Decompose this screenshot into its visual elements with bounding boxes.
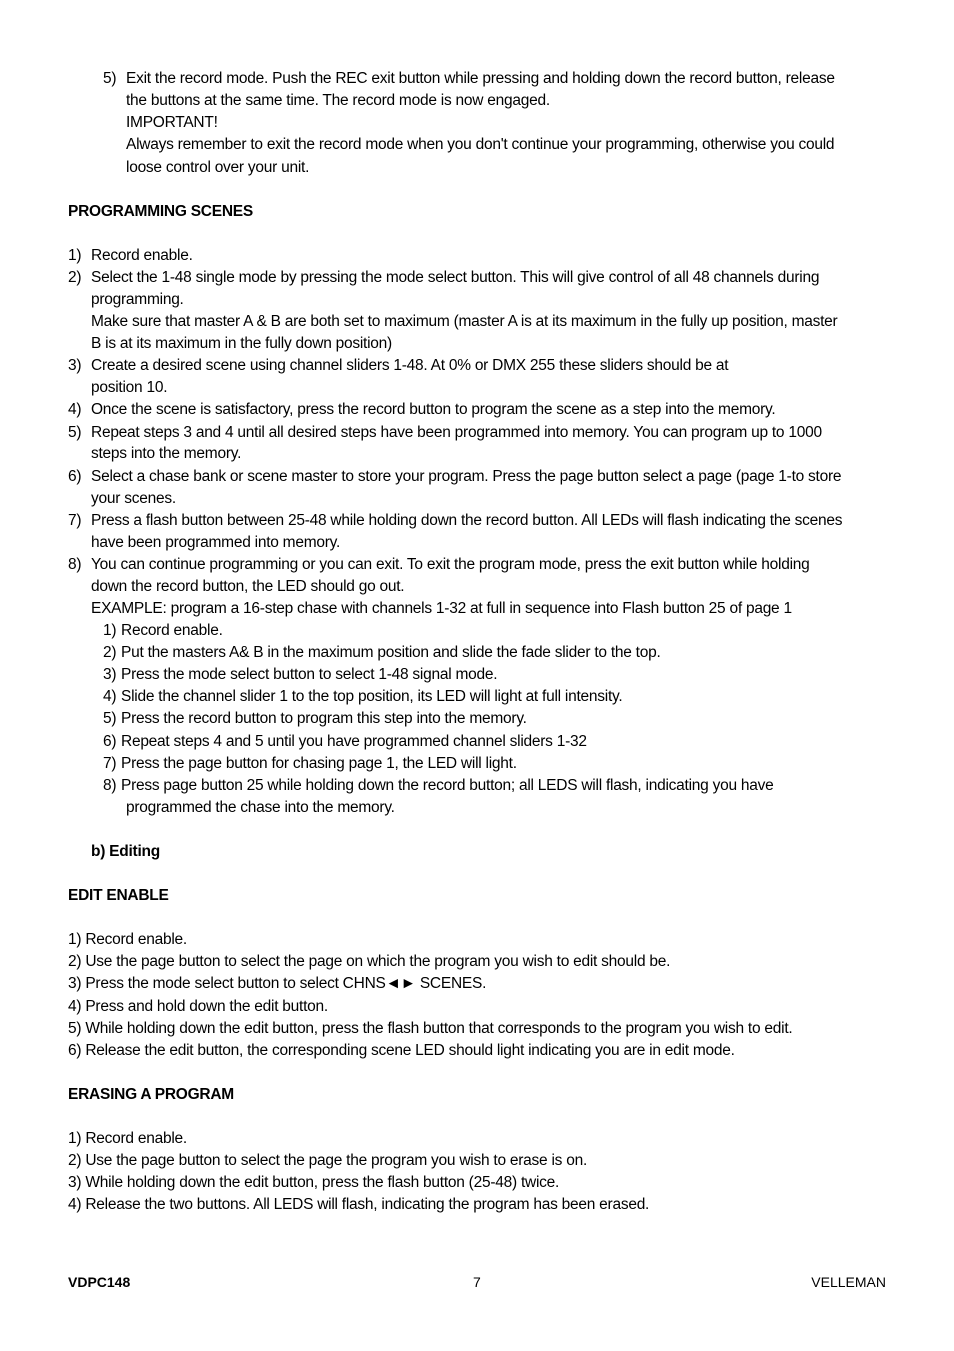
example-step-number: 4): [103, 688, 117, 705]
step-number: 5): [68, 424, 82, 441]
step-text-line: Press a flash button between 25-48 while holding down the record button. All LEDs will flash indicating the scenes: [91, 512, 843, 529]
step-number: 1): [68, 247, 82, 264]
list-item: 3) Press the mode select button to select CHNS◄► SCENES.: [68, 975, 487, 992]
list-item: 1) Record enable.: [68, 1130, 187, 1147]
footer-brand: VELLEMAN: [811, 1274, 886, 1290]
example-step-text: Press the record button to program this step into the memory.: [121, 710, 527, 727]
step-text-line: Select a chase bank or scene master to store your program. Press the page button select a page (page 1-to store: [91, 468, 842, 485]
step-number: 3): [68, 357, 82, 374]
list-item: 1) Record enable.: [68, 931, 187, 948]
step-text-line: B is at its maximum in the fully down position): [91, 335, 392, 352]
section-heading-programming-scenes: PROGRAMMING SCENES: [68, 203, 253, 220]
example-step-number: 5): [103, 710, 117, 727]
list-item: 6) Release the edit button, the corresponding scene LED should light indicating you are in edit mode.: [68, 1042, 735, 1059]
footer-model: VDPC148: [68, 1274, 131, 1290]
example-step-text: Record enable.: [121, 622, 223, 639]
example-step-text: Slide the channel slider 1 to the top position, its LED will light at full intensity.: [121, 688, 623, 705]
step-text-line: programming.: [91, 291, 184, 308]
list-item: 5) While holding down the edit button, press the flash button that corresponds to the program you wish to edit.: [68, 1020, 793, 1037]
example-step-number: 1): [103, 622, 117, 639]
important-label: IMPORTANT!: [126, 114, 218, 131]
example-step-number: 3): [103, 666, 117, 683]
step-number: 7): [68, 512, 82, 529]
example-step-text: Press the mode select button to select 1-48 signal mode.: [121, 666, 498, 683]
step-text-line: You can continue programming or you can exit. To exit the program mode, press the exit button while holding: [91, 556, 810, 573]
step-text-line: position 10.: [91, 379, 168, 396]
example-step-number: 6): [103, 733, 117, 750]
step-text-line: Create a desired scene using channel sliders 1-48. At 0% or DMX 255 these sliders should be at: [91, 357, 729, 374]
section-heading-edit-enable: EDIT ENABLE: [68, 887, 169, 904]
step-text-line: Always remember to exit the record mode when you don't continue your programming, otherwise you could: [126, 136, 835, 153]
list-item: 4) Release the two buttons. All LEDS will flash, indicating the program has been erased.: [68, 1196, 650, 1213]
example-intro: EXAMPLE: program a 16-step chase with channels 1-32 at full in sequence into Flash button 25 of page 1: [91, 600, 792, 617]
example-step-text: Repeat steps 4 and 5 until you have programmed channel sliders 1-32: [121, 733, 587, 750]
step-number: 5): [103, 70, 117, 87]
step-number: 2): [68, 269, 82, 286]
step-text-line: down the record button, the LED should go out.: [91, 578, 405, 595]
step-text-line: steps into the memory.: [91, 445, 242, 462]
list-item: 4) Press and hold down the edit button.: [68, 998, 328, 1015]
step-text-line: your scenes.: [91, 490, 176, 507]
step-number: 6): [68, 468, 82, 485]
step-text-line: Once the scene is satisfactory, press the record button to program the scene as a step into the memory.: [91, 401, 776, 418]
step-text-line: the buttons at the same time. The record mode is now engaged.: [126, 92, 550, 109]
example-step-text: Press the page button for chasing page 1, the LED will light.: [121, 755, 517, 772]
step-text-line: Select the 1-48 single mode by pressing the mode select button. This will give control of all 48 channels during: [91, 269, 820, 286]
step-number: 4): [68, 401, 82, 418]
step-text-line: loose control over your unit.: [126, 159, 310, 176]
list-item: 2) Use the page button to select the page on which the program you wish to edit should be.: [68, 953, 671, 970]
step-text-line: Exit the record mode. Push the REC exit button while pressing and holding down the record button, release: [126, 70, 835, 87]
section-heading-erasing: ERASING A PROGRAM: [68, 1086, 234, 1103]
example-step-number: 2): [103, 644, 117, 661]
step-number: 8): [68, 556, 82, 573]
step-text-line: Repeat steps 3 and 4 until all desired steps have been programmed into memory. You can program up to 1000: [91, 424, 822, 441]
example-step-text: programmed the chase into the memory.: [126, 799, 395, 816]
list-item: 3) While holding down the edit button, press the flash button (25-48) twice.: [68, 1174, 560, 1191]
step-text-line: Make sure that master A & B are both set to maximum (master A is at its maximum in the fully up position, master: [91, 313, 838, 330]
subsection-heading-editing: b) Editing: [91, 843, 160, 860]
example-step-number: 7): [103, 755, 117, 772]
example-step-number: 8): [103, 777, 117, 794]
example-step-text: Press page button 25 while holding down the record button; all LEDS will flash, indicating you have: [121, 777, 774, 794]
footer-page-number: 7: [473, 1274, 481, 1290]
list-item: 2) Use the page button to select the page the program you wish to erase is on.: [68, 1152, 588, 1169]
step-text-line: Record enable.: [91, 247, 193, 264]
step-text-line: have been programmed into memory.: [91, 534, 341, 551]
example-step-text: Put the masters A& B in the maximum position and slide the fade slider to the top.: [121, 644, 661, 661]
